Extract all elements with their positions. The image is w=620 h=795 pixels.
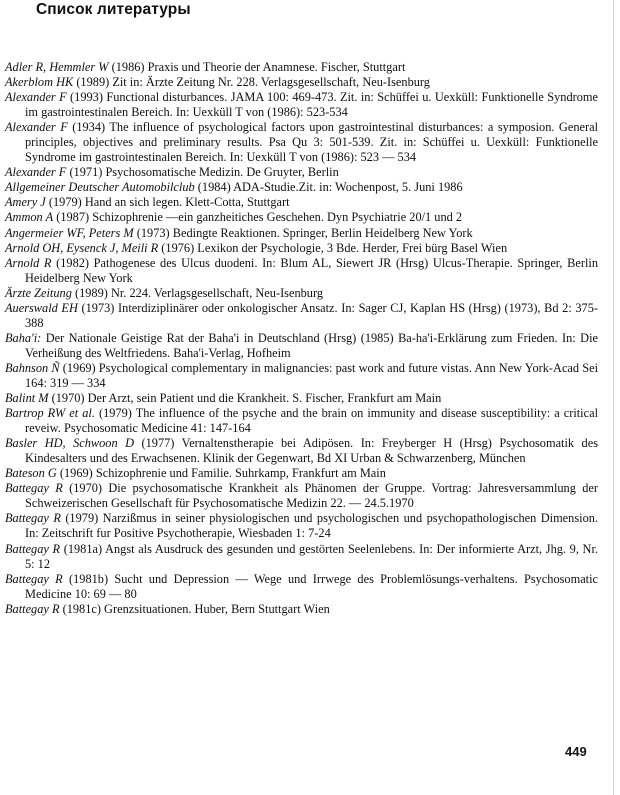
reference-entry	[5, 511, 598, 541]
reference-authors: Battegay R	[5, 511, 61, 526]
reference-authors: Auerswald EH	[5, 300, 78, 315]
reference-entry	[5, 256, 598, 286]
reference-details: (1993) Functional disturbances. JAMA 100: 469-473. Zit. in: Schüffei u. Uexküll: Funktionelle Syndrome im gastrointestinalen Bereich. In: Uexküll T von (1986): 523-534	[25, 90, 598, 120]
reference-entry	[5, 301, 598, 331]
reference-authors: Baha'i:	[5, 330, 42, 345]
reference-entry	[5, 241, 598, 256]
reference-details: (1989) Nr. 224. Verlagsgesellschaft, Neu-Isenburg	[71, 285, 324, 300]
page-edge-divider	[613, 0, 614, 795]
reference-entry	[5, 286, 598, 301]
reference-details: (1976) Lexikon der Psychologie, 3 Bde. Herder, Frei bürg Basel Wien	[158, 240, 508, 255]
reference-details: (1973) Bedingte Reaktionen. Springer, Berlin Heidelberg New York	[133, 225, 473, 240]
page-number: 449	[565, 744, 587, 759]
reference-details: Der Nationale Geistige Rat der Baha'i in Deutschland (Hrsg) (1985) Ba-ha'i-Erklärung zum Frieden. In: Die Verheißung des Weltfriedens. Baha'i-Verlag, Hofheim	[25, 330, 598, 360]
reference-details: (1982) Pathogenese des Ulcus duodeni. In: Blum AL, Siewert JR (Hrsg) Ulcus-Therapie. Springer, Berlin Heidelberg New York	[25, 255, 599, 285]
reference-details: (1969) Psychological complementary in malignancies: past work and future vistas. Ann New York-Acad Sei 164: 319 — 334	[25, 360, 598, 390]
reference-authors: Adler R, Hemmler W	[5, 60, 109, 74]
reference-authors: Amery J	[5, 195, 46, 210]
reference-details: (1981b) Sucht und Depression — Wege und Irrwege des Problemlösungs-verhaltens. Psychosomatic Medicine 10: 69 — 80	[25, 571, 599, 601]
reference-details: (1970) Die psychosomatische Krankheit als Phänomen der Gruppe. Vortrag: Jahresversammlung der Schweizerischen Gesellschaft für Psychosomatische Medizin 22. — 24.5.1970	[25, 481, 599, 511]
reference-authors: Balint M	[5, 391, 49, 406]
reference-entry	[5, 406, 598, 436]
reference-details: (1979) Hand an sich legen. Klett-Cotta, Stuttgart	[45, 195, 290, 210]
reference-details: (1979) The influence of the psyche and the brain on immunity and disease susceptibility: a critical reveiw. Psychosomatic Medicine 41: 147-164	[25, 406, 598, 436]
reference-entry	[5, 466, 598, 481]
reference-entry	[5, 165, 598, 180]
reference-entry	[5, 391, 598, 406]
reference-authors: Akerblom HK	[5, 75, 74, 90]
reference-authors: Battegay R	[5, 601, 60, 616]
reference-details: (1989) Zit in: Ärzte Zeitung Nr. 228. Verlagsgesellschaft, Neu-Isenburg	[73, 75, 430, 90]
reference-authors: Arnold OH, Eysenck J, Meili R	[5, 240, 159, 255]
reference-entry	[5, 436, 598, 466]
reference-details: (1970) Der Arzt, sein Patient und die Krankheit. S. Fischer, Frankfurt am Main	[48, 391, 442, 406]
reference-details: (1981c) Grenzsituationen. Huber, Bern Stuttgart Wien	[59, 601, 330, 616]
reference-entry	[5, 542, 598, 572]
reference-entry	[5, 572, 598, 602]
reference-details: (1934) The influence of psychological factors upon gastrointestinal disturbances: a symposion. General principles, objectives and preliminary results. Psa Qu 3: 501-539. Zit. in: Schüffei u. Uexküll: Funktionelle Syndrome im gastrointestinalen Bereich. In: Uexküll T von (1986): 523 — 534	[25, 120, 598, 165]
reference-authors: Basler HD, Schwoon D	[5, 436, 135, 451]
reference-entry	[5, 361, 598, 391]
reference-details: (1973) Interdiziplinärer oder onkologischer Ansatz. In: Sager CJ, Kaplan HS (Hrsg) (1973), Bd 2: 375-388	[25, 300, 598, 330]
page-title: Список литературы	[36, 1, 191, 18]
reference-entry	[5, 602, 598, 617]
reference-authors: Bahnson Ñ	[5, 360, 60, 375]
reference-details: (1981a) Angst als Ausdruck des gesunden und gestörten Seelenlebens. In: Der informierte Arzt, Jhg. 9, Nr. 5: 12	[25, 541, 598, 571]
reference-entry	[5, 226, 598, 241]
reference-entry	[5, 481, 598, 511]
reference-details: (1977) Vernaltenstherapie bei Adipösen. In: Freyberger H (Hrsg) Psychosomatik des Kindesalters und des Erwachsenen. Klinik der Gegenwart, Bd XI Urban & Schwarzenberg, München	[25, 436, 598, 466]
reference-list	[5, 60, 598, 617]
reference-entry	[5, 195, 598, 210]
reference-entry	[5, 331, 598, 361]
reference-authors: Ammon A	[5, 210, 54, 225]
reference-entry	[5, 210, 598, 225]
reference-details: (1971) Psychosomatische Medizin. De Gruyter, Berlin	[66, 165, 339, 180]
reference-details: (1979) Narzißmus in seiner physiologischen und psychologischen und psychopathologischen Dimension. In: Zeitschrift fur Positive Psychotherapie, Wiesbaden 1: 7-24	[25, 511, 598, 541]
reference-authors: Angermeier WF, Peters M	[5, 225, 134, 240]
reference-authors: Allgemeiner Deutscher Automobilclub	[5, 180, 195, 195]
reference-authors: Alexander F	[5, 90, 67, 105]
reference-authors: Bartrop RW et al.	[5, 406, 95, 421]
reference-details: (1969) Schizophrenie und Familie. Suhrkamp, Frankfurt am Main	[56, 466, 386, 481]
reference-details: (1984) ADA-Studie.Zit. in: Wochenpost, 5. Juni 1986	[194, 180, 463, 195]
reference-authors: Battegay R	[5, 571, 63, 586]
reference-authors: Alexander F	[5, 165, 67, 180]
reference-entry	[5, 120, 598, 165]
reference-entry	[5, 60, 598, 75]
reference-entry	[5, 90, 598, 120]
reference-authors: Ärzte Zeitung	[5, 285, 72, 300]
reference-authors: Alexander F	[5, 120, 68, 135]
reference-entry	[5, 180, 598, 195]
reference-authors: Bateson G	[5, 466, 57, 481]
reference-details: (1986) Praxis und Theorie der Anamnese. Fischer, Stuttgart	[108, 60, 406, 74]
reference-details: (1987) Schizophrenie —ein ganzheitiches Geschehen. Dyn Psychiatrie 20/1 und 2	[53, 210, 463, 225]
reference-authors: Battegay R	[5, 481, 63, 496]
reference-entry	[5, 75, 598, 90]
reference-authors: Arnold R	[5, 255, 52, 270]
reference-authors: Battegay R	[5, 541, 61, 556]
